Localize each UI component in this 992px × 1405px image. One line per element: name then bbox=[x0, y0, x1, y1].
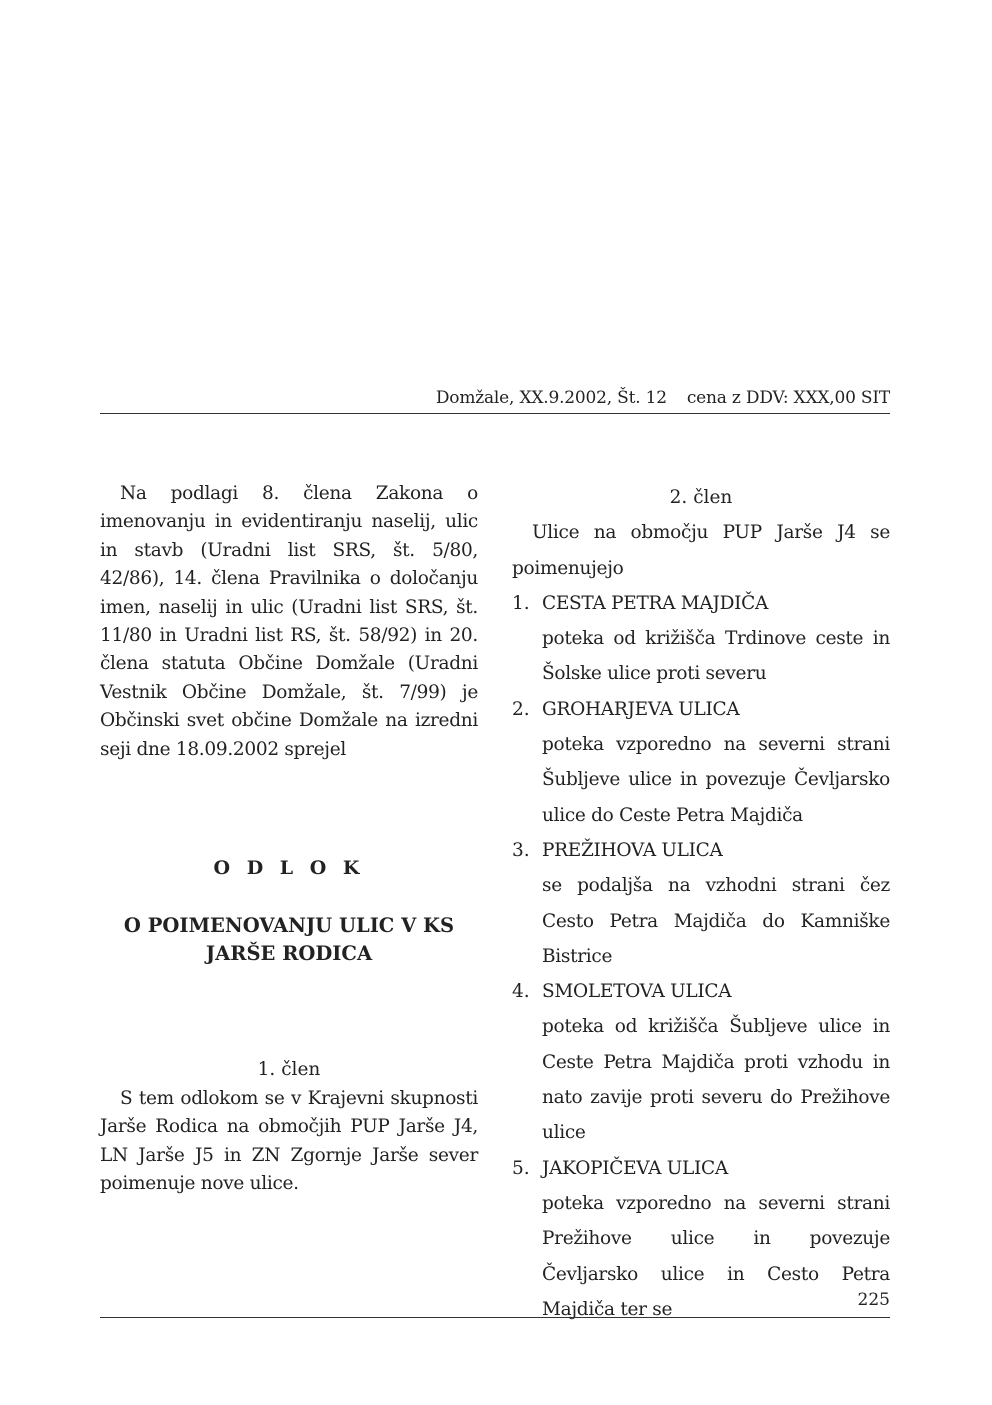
street-name: GROHARJEVA ULICA bbox=[542, 698, 740, 720]
footer-divider bbox=[100, 1317, 890, 1318]
article-2-heading: 2. člen bbox=[669, 487, 733, 508]
list-item bbox=[512, 974, 890, 1150]
item-number: 2. bbox=[512, 698, 530, 720]
street-description: se podaljša na vzhodni strani čez Cesto Petra Majdiča do Kamniške Bistrice bbox=[542, 875, 890, 967]
street-name: CESTA PETRA MAJDIČA bbox=[542, 592, 769, 614]
document-title: O D L O K bbox=[213, 857, 365, 880]
subtitle-line: JARŠE RODICA bbox=[205, 942, 373, 966]
page-header bbox=[100, 388, 890, 408]
header-divider bbox=[100, 413, 890, 414]
item-number: 5. bbox=[512, 1157, 530, 1179]
article-1-text: S tem odlokom se v Krajevni skupnosti Jarše Rodica na območjih PUP Jarše J4, LN Jarše J5 in ZN Zgornje Jarše sever poimenuje nove ulice. bbox=[100, 1087, 478, 1195]
street-name: JAKOPIČEVA ULICA bbox=[542, 1157, 728, 1179]
subtitle-line: O POIMENOVANJU ULIC V KS bbox=[123, 914, 455, 938]
street-name: SMOLETOVA ULICA bbox=[542, 981, 732, 1003]
page-number: 225 bbox=[857, 1290, 890, 1310]
item-number: 3. bbox=[512, 839, 530, 861]
street-description: poteka od križišča Trdinove ceste in Šolske ulice proti severu bbox=[542, 628, 890, 685]
street-description: poteka od križišča Šubljeve ulice in Ceste Petra Majdiča proti vzhodu in nato zavije proti severu do Prežihove ulice bbox=[542, 1016, 890, 1144]
right-column bbox=[512, 480, 890, 1327]
item-number: 1. bbox=[512, 592, 530, 614]
item-number: 4. bbox=[512, 981, 530, 1003]
street-list bbox=[512, 586, 890, 1327]
article-2-intro: Ulice na območju PUP Jarše J4 se poimenujejo bbox=[512, 522, 890, 579]
left-column bbox=[100, 480, 478, 1199]
street-description: poteka vzporedno na severni strani Šubljeve ulice in povezuje Čevljarsko ulice do Ceste Petra Majdiča bbox=[542, 734, 890, 826]
street-name: PREŽIHOVA ULICA bbox=[542, 839, 723, 861]
preamble-paragraph: Na podlagi 8. člena Zakona o imenovanju in evidentiranju naselij, ulic in stavb (Uradni list SRS, št. 5/80, 42/86), 14. člena Pravilnika o določanju imen, naselij in ulic (Uradni list SRS, št. 11/80 in Uradni list RS, št. 58/92) in 20. člena statuta Občine Domžale (Uradni Vestnik Občine Domžale, št. 7/99) je Občinski svet občine Domžale na izredni seji dne 18.09.2002 sprejel bbox=[100, 483, 478, 760]
article-1-heading: 1. člen bbox=[257, 1059, 321, 1081]
list-item bbox=[512, 692, 890, 833]
document-subtitle bbox=[100, 912, 478, 968]
price-info: cena z DDV: XXX,00 SIT bbox=[686, 388, 890, 408]
list-item bbox=[512, 1151, 890, 1327]
issue-info: Domžale, XX.9.2002, Št. 12 bbox=[435, 388, 667, 408]
street-description: poteka vzporedno na severni strani Prežihove ulice in povezuje Čevljarsko ulice in Cesto Petra Majdiča ter se bbox=[542, 1192, 890, 1320]
list-item bbox=[512, 586, 890, 692]
list-item bbox=[512, 833, 890, 974]
